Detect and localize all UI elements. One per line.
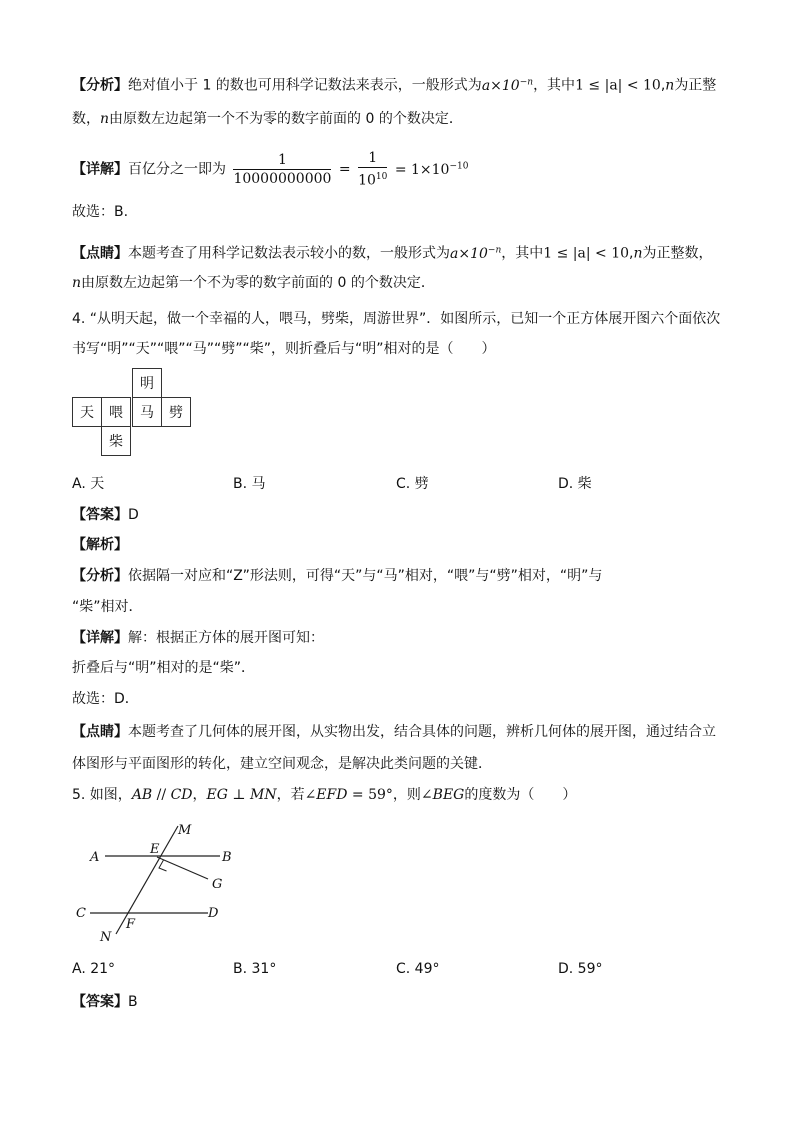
q4-detail-line2: 折叠后与“明”相对的是“柴”． <box>72 660 256 676</box>
q4-jiexi-tag: 【解析】 <box>72 537 128 553</box>
label-n: N <box>100 930 112 945</box>
q4-stem-line2: 书写“明”“天”“喂”“马”“劈”“柴”，则折叠后与“明”相对的是（ ） <box>72 341 496 357</box>
q3-comment-line1: 【点睛】本题考查了用科学记数法表示较小的数，一般形式为$a\times 10^{-n}$，其中1 ≤ |a| < 10,n为正整数， <box>72 245 713 262</box>
q5-answer: 【答案】B <box>72 994 138 1010</box>
label-g: G <box>212 877 223 892</box>
label-m: M <box>178 823 192 838</box>
fraction-1: $\frac{1}{10000000000}$ <box>233 152 332 188</box>
label-d: D <box>208 906 219 921</box>
q4-choice: 故选：D． <box>72 691 139 707</box>
q4-analysis-line2: “柴”相对． <box>72 599 143 615</box>
q4-comment-line2: 体图形与平面图形的转化，建立空间观念，是解决此类问题的关键． <box>72 756 492 772</box>
net-cell-ma: 马 <box>132 397 162 427</box>
q5-option-d: D. 59° <box>558 961 603 977</box>
fraction-2: $\frac{1}{10^{10}}$ <box>358 150 388 189</box>
q4-option-d: D. 柴 <box>558 476 592 492</box>
form-expression: $a\times 10^{-n}$ <box>481 77 534 94</box>
net-cell-chai: 柴 <box>101 426 131 456</box>
label-a: A <box>90 850 100 865</box>
label-f: F <box>126 917 136 932</box>
label-c: C <box>76 906 86 921</box>
q4-stem-line1: 4. “从明天起，做一个幸福的人，喂马，劈柴，周游世界”．如图所示，已知一个正方体展开图六个面依次 <box>72 311 721 327</box>
label-b: B <box>222 850 232 865</box>
net-cell-ming: 明 <box>132 368 162 398</box>
range-expression: 1 ≤ |a| < 10 <box>575 77 661 94</box>
q4-comment-line1: 【点睛】本题考查了几何体的展开图，从实物出发，结合具体的问题，辨析几何体的展开图，通过结合立 <box>72 724 716 740</box>
right-angle-mark <box>159 860 167 871</box>
q3-comment-line2: n由原数左边起第一个不为零的数字前面的 0 的个数决定． <box>72 275 435 291</box>
net-cell-tian: 天 <box>72 397 102 427</box>
q3-analysis-line2: 数，n由原数左边起第一个不为零的数字前面的 0 的个数决定． <box>72 111 463 127</box>
net-cell-wei: 喂 <box>101 397 131 427</box>
q5-stem: 5. 如图，AB // CD，EG ⊥ MN，若∠EFD = 59°，则∠BEG的度数为（ ） <box>72 787 577 803</box>
q3-detail-line: 【详解】百亿分之一即为 $\frac{1}{10000000000}$ = $\frac{1}{10^{10}}$ = $1\times 10^{-10}$ <box>72 150 469 189</box>
q4-option-a: A. 天 <box>72 476 105 492</box>
q4-detail-line1: 【详解】解：根据正方体的展开图可知： <box>72 630 324 646</box>
q5-option-a: A. 21° <box>72 961 116 977</box>
q5-option-b: B. 31° <box>233 961 277 977</box>
q4-answer: 【答案】D <box>72 507 139 523</box>
segment-eg <box>157 857 208 879</box>
detail-tag: 【详解】 <box>72 161 128 178</box>
q4-option-c: C. 劈 <box>396 476 429 492</box>
q5-option-c: C. 49° <box>396 961 440 977</box>
parallel-lines-figure <box>70 818 240 948</box>
q4-option-b: B. 马 <box>233 476 266 492</box>
comment-tag: 【点睛】 <box>72 245 128 262</box>
q4-analysis-line1: 【分析】依据隔一对应和“Z”形法则，可得“天”与“马”相对，“喂”与“劈”相对，“明”与 <box>72 568 603 584</box>
label-e: E <box>150 842 160 857</box>
analysis-text: 绝对值小于 1 的数也可用科学记数法来表示，一般形式为 <box>128 77 482 94</box>
result-expression: = $1\times 10^{-10}$ <box>394 161 469 178</box>
analysis-tag: 【分析】 <box>72 77 128 94</box>
net-cell-pi: 劈 <box>161 397 191 427</box>
q3-choice: 故选：B. <box>72 204 129 220</box>
q3-analysis-line1: 【分析】绝对值小于 1 的数也可用科学记数法来表示，一般形式为$a\times 10^{-n}$，其中1 ≤ |a| < 10,n为正整 <box>72 77 717 94</box>
